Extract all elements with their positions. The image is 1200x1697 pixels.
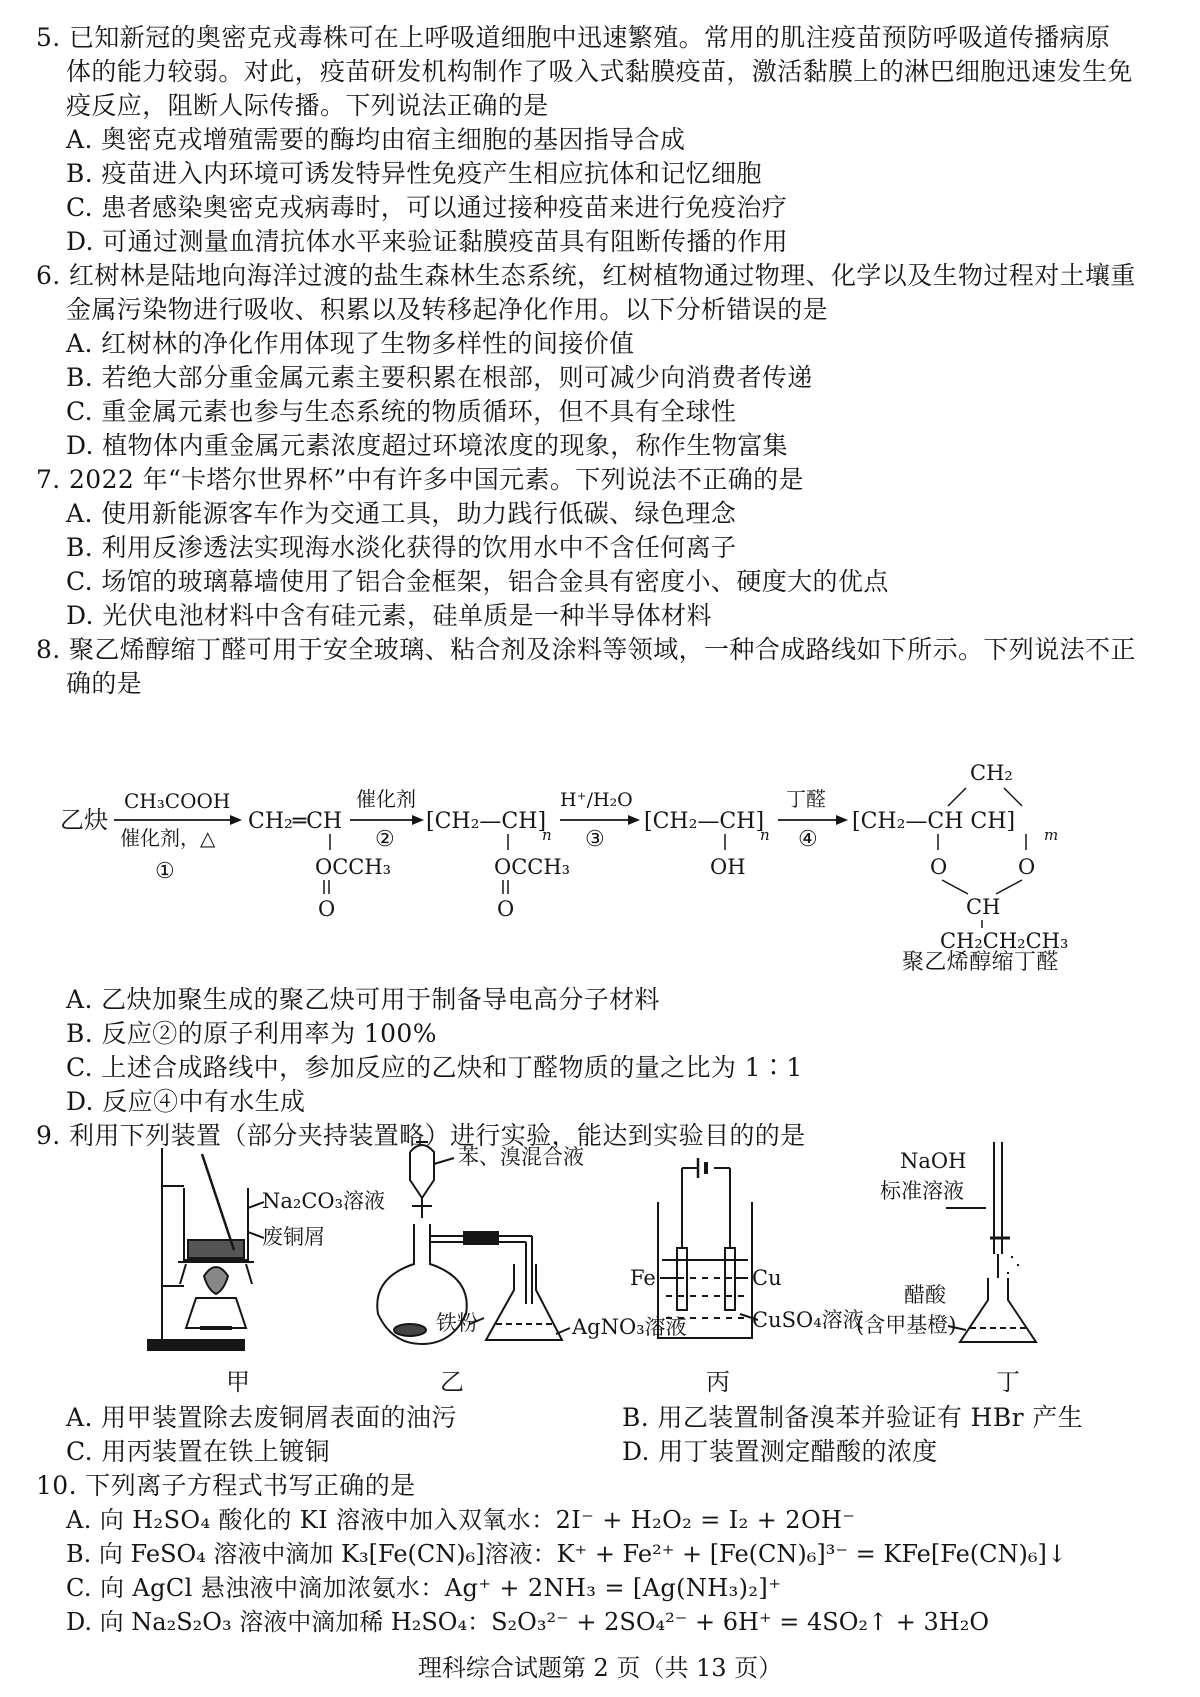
- scheme-reagent-4: 丁醛: [786, 787, 826, 811]
- q9-option-d: D. 用丁装置测定醋酸的浓度: [622, 1437, 938, 1466]
- yi-label-iron-powder: 铁粉: [436, 1311, 478, 1335]
- scheme-vinyl-acetate: CH₂═CH: [248, 809, 343, 834]
- scheme-pvb-oxygen-1: O: [930, 855, 948, 879]
- jia-label-na2co3: Na₂CO₃溶液: [262, 1189, 386, 1213]
- scheme-pvb-m: m: [1044, 826, 1059, 844]
- apparatus-figure: [140, 1128, 1150, 1398]
- ding-label-acetic-acid: 醋酸: [904, 1283, 946, 1307]
- q5-option-a: A. 奥密克戎增殖需要的酶均由宿主细胞的基因指导合成: [66, 125, 686, 154]
- synthesis-route-scheme: [60, 750, 1180, 950]
- q7-option-c: C. 场馆的玻璃幕墙使用了铝合金框架，铝合金具有密度小、硬度大的优点: [66, 567, 889, 596]
- scheme-condition-1: 催化剂，△: [120, 826, 216, 850]
- caption-jia: 甲: [226, 1368, 250, 1396]
- scheme-pva-n: n: [760, 826, 770, 844]
- scheme-pva-hydroxyl: OH: [710, 855, 746, 879]
- q6-option-d: D. 植物体内重金属元素浓度超过环境浓度的现象，称作生物富集: [66, 431, 789, 460]
- q10-option-c: C. 向 AgCl 悬浊液中滴加浓氨水：Ag⁺ + 2NH₃ = [Ag(NH₃)₂]⁺: [66, 1574, 782, 1602]
- scheme-pvb-oxygen-2: O: [1018, 855, 1036, 879]
- yi-label-agno3: AgNO₃溶液: [572, 1315, 687, 1339]
- q5-option-d: D. 可通过测量血清抗体水平来验证黏膜疫苗具有阻断传播的作用: [66, 227, 789, 256]
- q8-option-b: B. 反应②的原子利用率为 100%: [66, 1019, 437, 1048]
- page-footer: 理科综合试题第 2 页（共 13 页）: [417, 1654, 783, 1682]
- q6-stem-line-2: 金属污染物进行吸收、积累以及转移起净化作用。以下分析错误的是: [66, 295, 829, 324]
- q6-option-b: B. 若绝大部分重金属元素主要积累在根部，则可减少向消费者传递: [66, 363, 813, 392]
- q9-option-a: A. 用甲装置除去废铜屑表面的油污: [66, 1403, 457, 1432]
- scheme-step-2: ②: [375, 827, 395, 852]
- bing-label-cuso4: CuSO₄溶液: [752, 1308, 864, 1332]
- scheme-vinyl-acetate-carbonyl: O: [318, 897, 336, 921]
- scheme-vinyl-acetate-ester: OCCH₃: [315, 855, 392, 879]
- q5-option-c: C. 患者感染奥密克戎病毒时，可以通过接种疫苗来进行免疫治疗: [66, 193, 788, 222]
- scheme-acetylene: 乙炔: [60, 806, 108, 834]
- q5-stem-line-3: 疫反应，阻断人际传播。下列说法正确的是: [66, 91, 549, 120]
- q6-stem-line-1: 6. 红树林是陆地向海洋过渡的盐生森林生态系统，红树植物通过物理、化学以及生物过程对土壤重: [36, 261, 1136, 290]
- scheme-step-4: ④: [798, 827, 818, 852]
- scheme-pvb-propyl: CH₂CH₂CH₃: [940, 929, 1069, 950]
- q8-stem-line-2: 确的是: [66, 669, 143, 698]
- scheme-pva: [CH₂—CH]: [644, 809, 765, 834]
- caption-yi: 乙: [440, 1368, 464, 1396]
- scheme-pvb-acetal-ch: CH: [966, 895, 1001, 919]
- apparatus-bing: [658, 1158, 758, 1338]
- q8-stem-line-1: 8. 聚乙烯醇缩丁醛可用于安全玻璃、粘合剂及涂料等领域，一种合成路线如下所示。下列说法不正: [36, 635, 1136, 664]
- q5-stem-line-1: 5. 已知新冠的奥密克戎毒株可在上呼吸道细胞中迅速繁殖。常用的肌注疫苗预防呼吸道传播病原: [36, 23, 1111, 52]
- scheme-pvac: [CH₂—CH]: [426, 809, 547, 834]
- q8-option-d: D. 反应④中有水生成: [66, 1087, 306, 1116]
- scheme-pvac-ester: OCCH₃: [494, 855, 571, 879]
- q5-stem-line-2: 体的能力较弱。对此，疫苗研发机构制作了吸入式黏膜疫苗，激活黏膜上的淋巴细胞迅速发生免: [66, 57, 1133, 86]
- scheme-step-1: ①: [155, 859, 175, 884]
- ding-label-standard-solution: 标准溶液: [880, 1179, 964, 1203]
- yi-label-benzene-bromine: 苯、溴混合液: [458, 1145, 584, 1169]
- scheme-step-3: ③: [585, 827, 605, 852]
- q7-option-a: A. 使用新能源客车作为交通工具，助力践行低碳、绿色理念: [66, 499, 737, 528]
- bing-label-fe: Fe: [630, 1266, 656, 1290]
- q7-option-d: D. 光伏电池材料中含有硅元素，硅单质是一种半导体材料: [66, 601, 712, 630]
- q10-option-d: D. 向 Na₂S₂O₃ 溶液中滴加稀 H₂SO₄：S₂O₃²⁻ + 2SO₄²⁻ + 6H⁺ = 4SO₂↑ + 3H₂O: [66, 1608, 990, 1636]
- q9-stem: 9. 利用下列装置（部分夹持装置略）进行实验，能达到实验目的的是: [36, 1121, 806, 1150]
- caption-ding: 丁: [996, 1368, 1020, 1396]
- q8-option-a: A. 乙炔加聚生成的聚乙炔可用于制备导电高分子材料: [66, 985, 660, 1014]
- scheme-reagent-2: 催化剂: [356, 787, 416, 811]
- q9-option-b: B. 用乙装置制备溴苯并验证有 HBr 产生: [622, 1403, 1084, 1432]
- q10-option-b: B. 向 FeSO₄ 溶液中滴加 K₃[Fe(CN)₆]溶液：K⁺ + Fe²⁺ + [Fe(CN)₆]³⁻ = KFe[Fe(CN)₆]↓: [66, 1540, 1067, 1568]
- q6-option-a: A. 红树林的净化作用体现了生物多样性的间接价值: [66, 329, 635, 358]
- bing-label-cu: Cu: [752, 1266, 782, 1290]
- scheme-pvb-bridge-ch2: CH₂: [970, 761, 1013, 785]
- caption-bing: 丙: [706, 1368, 730, 1396]
- scheme-reagent-3: H⁺/H₂O: [560, 789, 633, 811]
- q10-stem: 10. 下列离子方程式书写正确的是: [36, 1471, 416, 1500]
- ding-label-methyl-orange: (含甲基橙): [856, 1313, 957, 1337]
- q9-option-c: C. 用丙装置在铁上镀铜: [66, 1437, 330, 1466]
- q5-option-b: B. 疫苗进入内环境可诱发特异性免疫产生相应抗体和记忆细胞: [66, 159, 762, 188]
- q7-option-b: B. 利用反渗透法实现海水淡化获得的饮用水中不含任何离子: [66, 533, 737, 562]
- apparatus-jia: [148, 1148, 264, 1350]
- q8-option-c: C. 上述合成路线中，参加反应的乙炔和丁醛物质的量之比为 1∶1: [66, 1053, 803, 1082]
- scheme-pvb-name: 聚乙烯醇缩丁醛: [902, 950, 1059, 975]
- jia-label-copper-scrap: 废铜屑: [262, 1225, 325, 1249]
- scheme-pvb: [CH₂—CH CH]: [852, 809, 1016, 834]
- scheme-pvac-carbonyl: O: [497, 897, 515, 921]
- q6-option-c: C. 重金属元素也参与生态系统的物质循环，但不具有全球性: [66, 397, 737, 426]
- ding-label-naoh: NaOH: [900, 1149, 967, 1173]
- q7-stem: 7. 2022 年“卡塔尔世界杯”中有许多中国元素。下列说法不正确的是: [36, 465, 804, 494]
- scheme-reagent-1: CH₃COOH: [124, 789, 231, 813]
- scheme-pvac-n: n: [542, 826, 552, 844]
- q10-option-a: A. 向 H₂SO₄ 酸化的 KI 溶液中加入双氧水：2I⁻ + H₂O₂ = I₂ + 2OH⁻: [66, 1506, 856, 1534]
